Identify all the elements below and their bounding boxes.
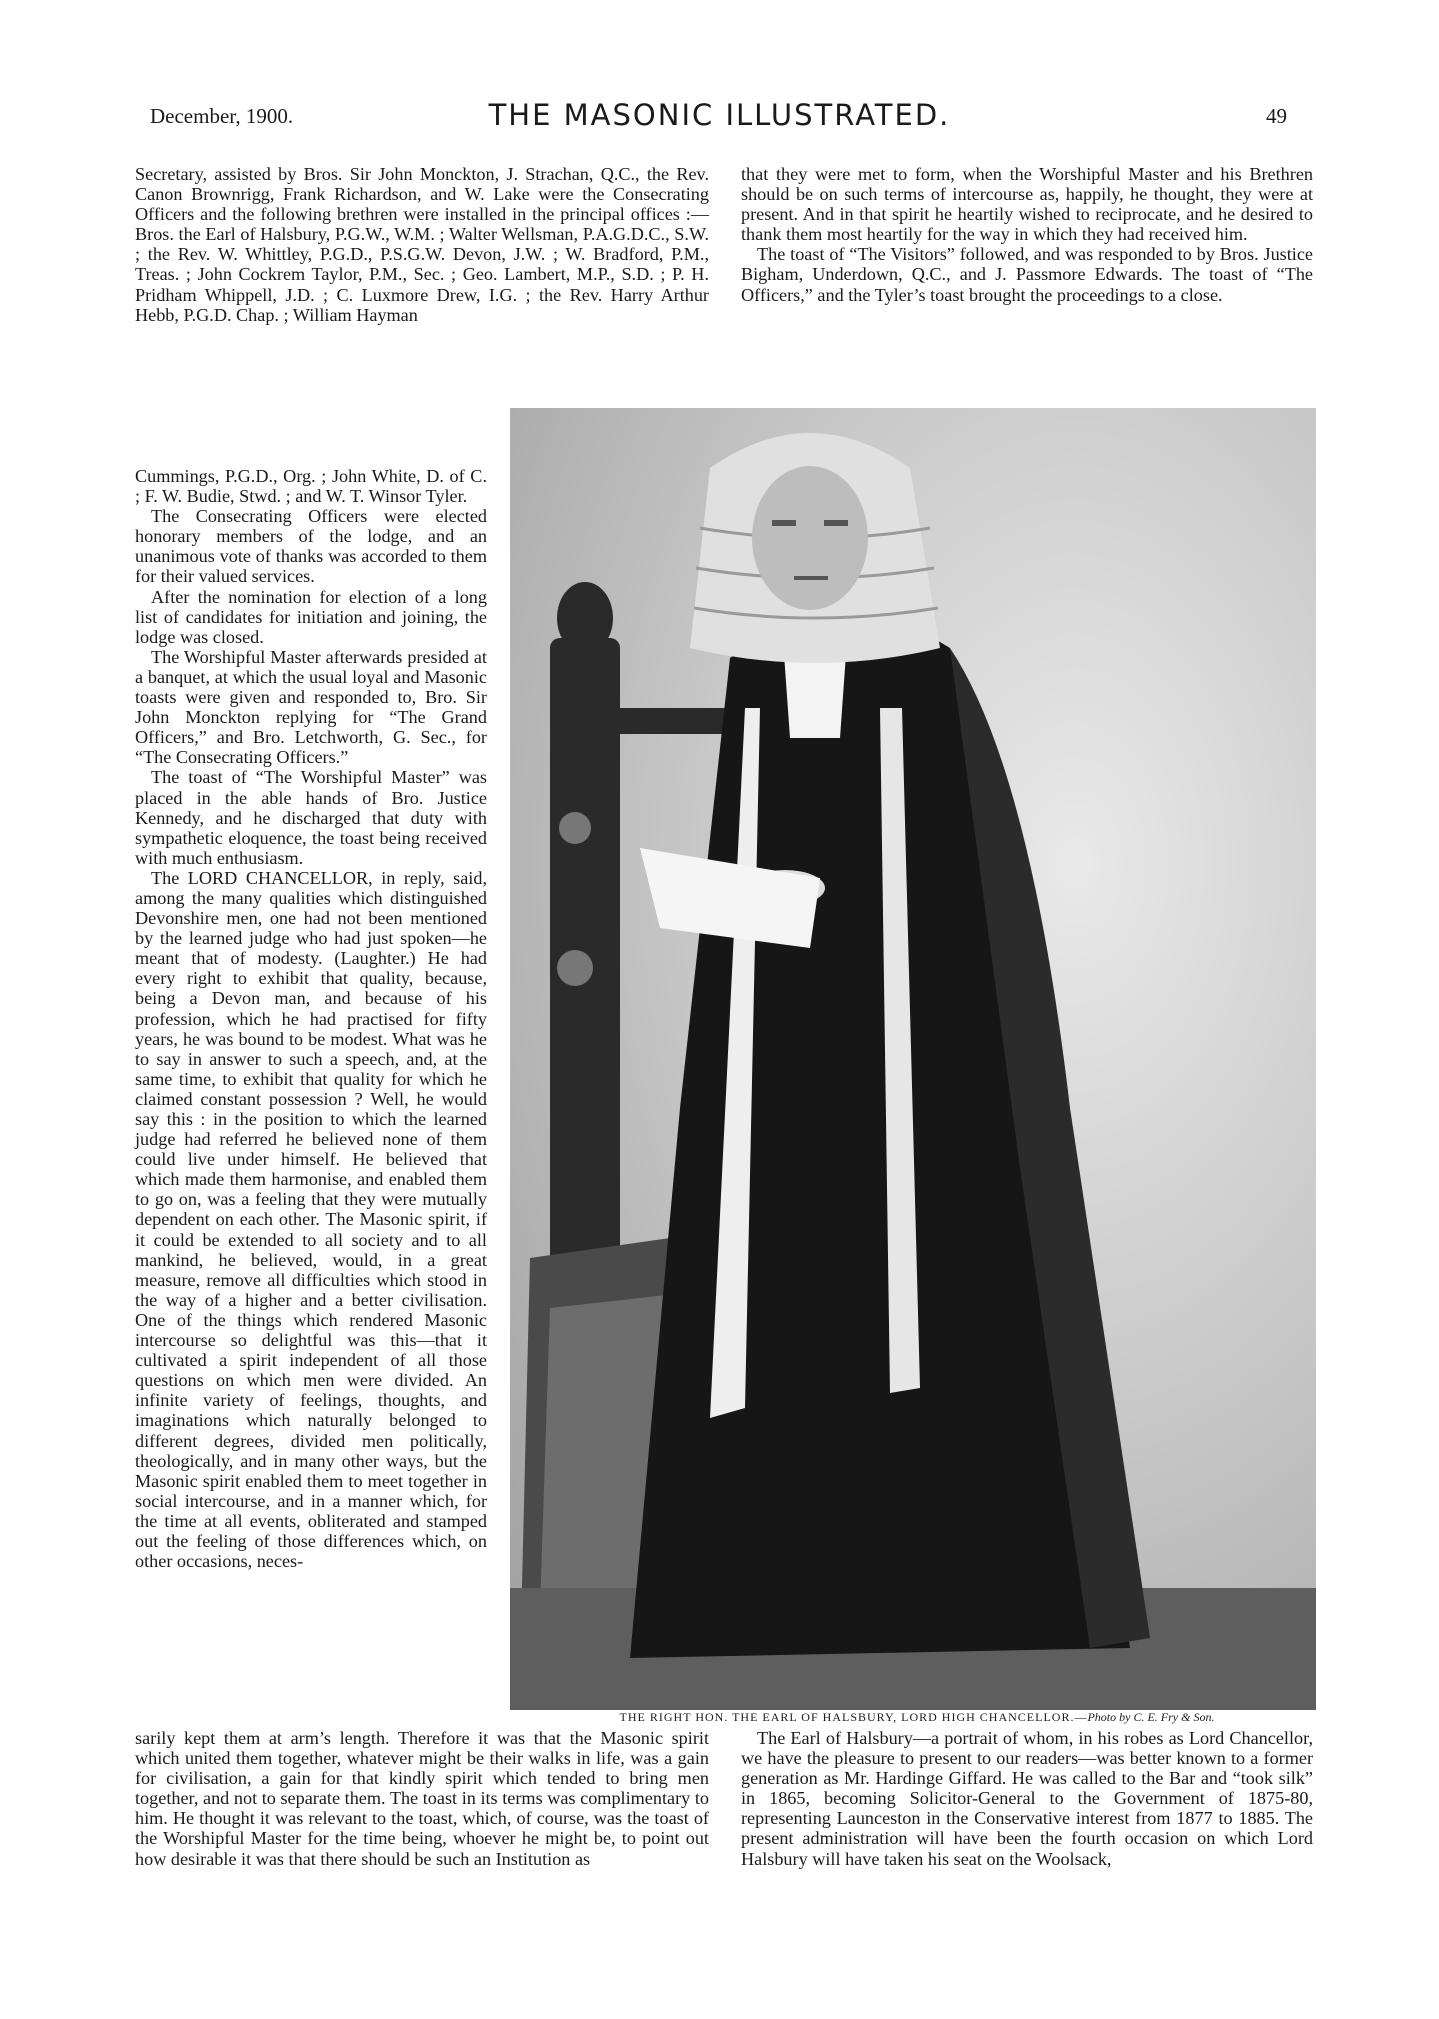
issue-date: December, 1900. (150, 104, 294, 128)
portrait-illustration (510, 408, 1316, 1710)
article-paragraph: The Worshipful Master afterwards presided at a banquet, at which the usual loyal and Masonic toasts were given and responded to, Bro. Sir John Monckton replying for “The Grand Officers,” and Bro. Letchworth, G. Sec., for “The Consecrating Officers.” (135, 646, 487, 768)
left-column-top (135, 164, 709, 325)
page-number: 49 (1266, 104, 1287, 128)
left-column-bottom (135, 1728, 709, 1869)
left-column-narrow (135, 466, 487, 1571)
right-column-bottom (741, 1728, 1313, 1869)
caption-text: THE RIGHT HON. THE EARL OF HALSBURY, LORD HIGH CHANCELLOR.— (619, 1710, 1088, 1724)
article-paragraph: The Consecrating Officers were elected honorary members of the lodge, and an unanimous vote of thanks was accorded to them for their valued services. (135, 506, 487, 587)
portrait-photograph (510, 408, 1316, 1710)
article-paragraph: Cummings, P.G.D., Org. ; John White, D. of C. ; F. W. Budie, Stwd. ; and W. T. Winsor Tyler. (135, 466, 487, 507)
publication-title: THE MASONIC ILLUSTRATED. (488, 98, 951, 132)
article-paragraph: After the nomination for election of a long list of candidates for initiation and joining, the lodge was closed. (135, 586, 487, 647)
article-paragraph: Secretary, assisted by Bros. Sir John Monckton, J. Strachan, Q.C., the Rev. Canon Brownrigg, Frank Richardson, and W. Lake were the Consecrating Officers and the following brethren were installed in the principal offices :—Bros. the Earl of Halsbury, P.G.W., W.M. ; Walter Wellsman, P.A.G.D.C., S.W. ; the Rev. W. Whittley, P.G.D., P.S.G.W. Devon, J.W. ; W. Bradford, P.M., Treas. ; John Cockrem Taylor, P.M., Sec. ; Geo. Lambert, M.P., S.D. ; P. H. Pridham Whippell, J.D. ; C. Luxmore Drew, I.G. ; the Rev. Harry Arthur Hebb, P.G.D. Chap. ; William Hayman (135, 164, 709, 325)
face (752, 466, 868, 610)
photo-caption (522, 1710, 1312, 1725)
article-paragraph: The Earl of Halsbury—a portrait of whom, in his robes as Lord Chancellor, we have the pleasure to present to our readers—was better known to a former generation as Mr. Hardinge Giffard. He was called to the Bar and “took silk” in 1865, becoming Solicitor-General to the Government of 1875-80, representing Launceston in the Conservative interest from 1877 to 1885. The present administration will have been the fourth occasion on which Lord Halsbury will have taken his seat on the Woolsack, (741, 1728, 1313, 1869)
right-column-top (741, 164, 1313, 305)
page-header (0, 98, 1439, 138)
article-paragraph: that they were met to form, when the Worshipful Master and his Brethren should be on such terms of intercourse as, happily, he thought, they were at present. And in that spirit he heartily wished to reciprocate, and he desired to thank them most heartily for the way in which they had received him. (741, 164, 1313, 245)
article-paragraph: The LORD CHANCELLOR, in reply, said, among the many qualities which distinguished Devonshire men, one had not been mentioned by the learned judge who had just spoken—he meant that of modesty. (Laughter.) He had every right to exhibit that quality, because, being a Devon man, and because of his profession, which he had practised for fifty years, he was bound to be modest. What was he to say in answer to such a speech, and, at the same time, to exhibit that quality for which he claimed constant possession ? Well, he would say this : in the position to which the learned judge had referred he believed none of them could live under himself. He believed that which made them harmonise, and enabled them to go on, was a feeling that they were mutually dependent on each other. The Masonic spirit, if it could be extended to all society and to all mankind, he believed, would, in a great measure, remove all difficulties which stood in the way of a higher and a better civilisation. One of the things which rendered Masonic intercourse so delightful was this—that it cultivated a spirit independent of all those questions on which men were divided. An infinite variety of feelings, thoughts, and imaginations which naturally belonged to different degrees, divided men politically, theologically, and in many other ways, but the Masonic spirit enabled them to meet together in social intercourse, and in a manner which, for the time at all events, obliterated and stamped out the feeling of those differences which, on other occasions, neces- (135, 867, 487, 1572)
article-paragraph: The toast of “The Worshipful Master” was placed in the able hands of Bro. Justice Kennedy, and he discharged that duty with sympathetic eloquence, the toast being received with much enthusiasm. (135, 767, 487, 868)
photo-credit: Photo by C. E. Fry & Son. (1087, 1710, 1215, 1724)
article-paragraph: sarily kept them at arm’s length. Therefore it was that the Masonic spirit which united them together, whatever might be their walks in life, was a gain for civilisation, a gain for that kindly spirit which tended to bring men together, and not to separate them. The toast in its terms was complimentary to him. He thought it was relevant to the toast, which, of course, was the toast of the Worshipful Master for the time being, whoever he might be, to point out how desirable it was that there should be such an Institution as (135, 1728, 709, 1869)
article-paragraph: The toast of “The Visitors” followed, and was responded to by Bros. Justice Bigham, Underdown, Q.C., and J. Passmore Edwards. The toast of “The Officers,” and the Tyler’s toast brought the proceedings to a close. (741, 244, 1313, 305)
